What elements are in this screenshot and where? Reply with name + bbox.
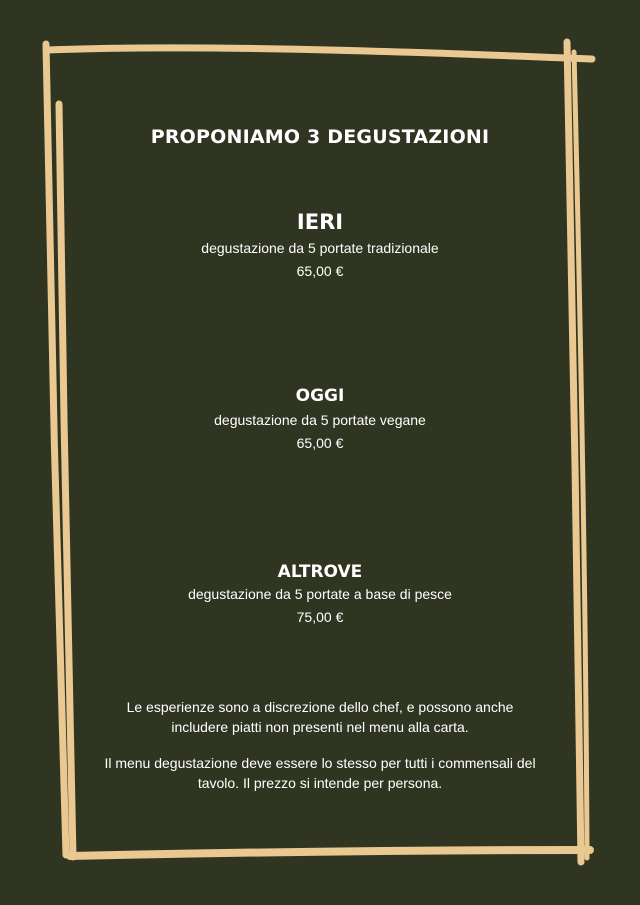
note-chef-discretion: Le esperienze sono a discrezione dello chef, e possono anche includere piatti non presenti nel menu alla carta. [126, 699, 514, 735]
tasting-ieri [0, 210, 640, 279]
frame-top-line [48, 48, 592, 59]
tasting-description: degustazione da 5 portate a base di pesce [188, 586, 452, 602]
tasting-price: 65,00 € [296, 435, 344, 451]
tasting-price: 65,00 € [296, 263, 344, 279]
tasting-price: 75,00 € [296, 609, 344, 625]
tasting-name: IERI [296, 210, 344, 234]
tasting-name: ALTROVE [277, 562, 363, 582]
page-title: PROPONIAMO 3 DEGUSTAZIONI [150, 126, 490, 148]
tasting-description: degustazione da 5 portate vegane [214, 412, 426, 428]
frame-bottom-line [70, 850, 590, 856]
tasting-name: OGGI [295, 386, 345, 406]
tasting-altrove [0, 562, 640, 625]
tasting-description: degustazione da 5 portate tradizionale [201, 240, 439, 256]
tasting-oggi [0, 386, 640, 451]
note-same-menu-per-table: Il menu degustazione deve essere lo stesso per tutti i commensali del tavolo. Il prezzo si intende per persona. [104, 755, 536, 791]
